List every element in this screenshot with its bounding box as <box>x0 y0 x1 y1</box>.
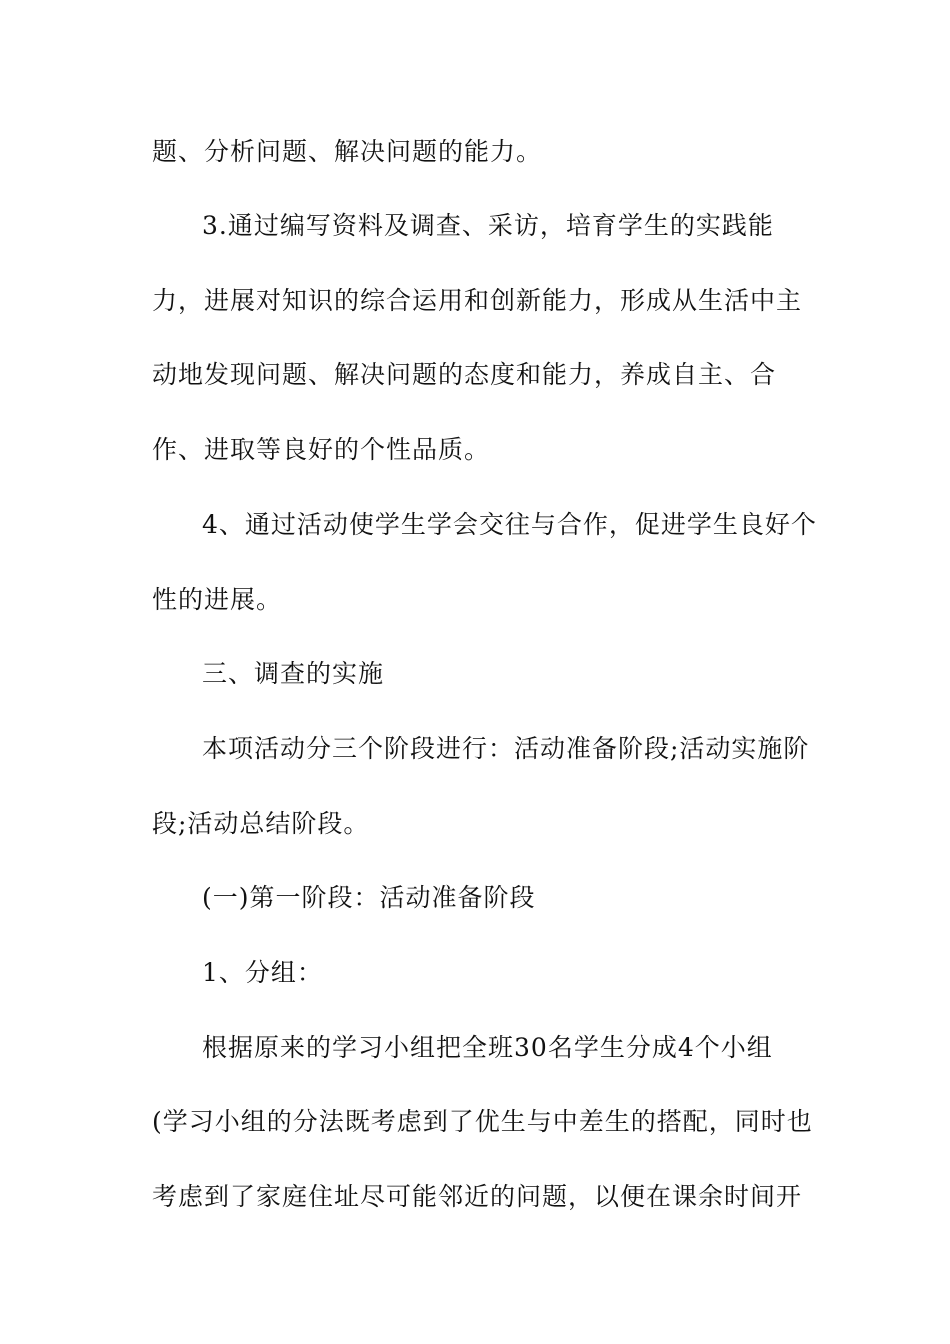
text-line: 动地发现问题、解决问题的态度和能力，养成自主、合 <box>152 360 777 389</box>
subsection-heading: (一)第一阶段：活动准备阶段 <box>202 883 536 912</box>
section-heading: 三、调查的实施 <box>202 659 385 688</box>
text-line: 4、通过活动使学生学会交往与合作，促进学生良好个 <box>202 510 817 539</box>
text-line: 1、分组： <box>202 958 323 987</box>
text-line: 段;活动总结阶段。 <box>152 809 370 838</box>
text-line: (学习小组的分法既考虑到了优生与中差生的搭配，同时也 <box>152 1107 813 1136</box>
text-line: 本项活动分三个阶段进行：活动准备阶段;活动实施阶 <box>202 734 810 763</box>
text-line: 作、进取等良好的个性品质。 <box>152 435 491 464</box>
text-line: 根据原来的学习小组把全班30名学生分成4个小组 <box>202 1033 773 1062</box>
text-line: 题、分析问题、解决问题的能力。 <box>152 137 543 166</box>
text-line: 性的进展。 <box>152 585 283 614</box>
text-line: 3.通过编写资料及调查、采访，培育学生的实践能 <box>202 211 774 240</box>
text-line: 考虑到了家庭住址尽可能邻近的问题，以便在课余时间开 <box>152 1182 803 1211</box>
text-line: 力，进展对知识的综合运用和创新能力，形成从生活中主 <box>152 286 803 315</box>
